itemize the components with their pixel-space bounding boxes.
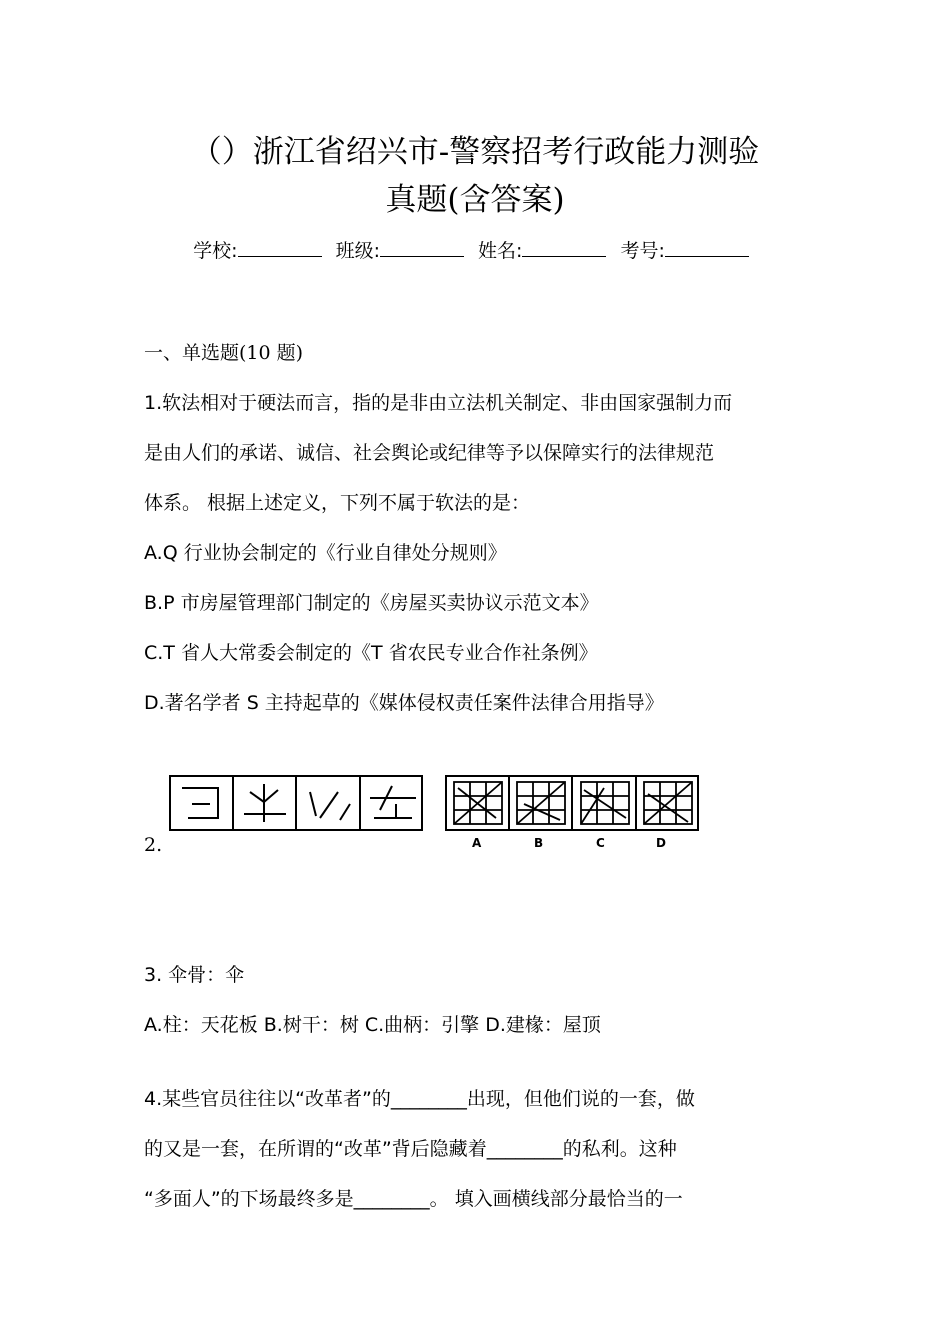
- section-heading: 一、单选题(10 题): [144, 342, 304, 364]
- q2-stem-figures: [168, 774, 424, 832]
- document-title-line1: （）浙江省绍兴市-警察招考行政能力测验: [190, 134, 760, 170]
- q1-stem-line1: 1.软法相对于硬法而言，指的是非由立法机关制定、非由国家强制力而: [144, 392, 733, 414]
- q2-label-b: B: [534, 836, 544, 850]
- q1-stem-line3: 体系。 根据上述定义，下列不属于软法的是：: [144, 492, 531, 514]
- q4-stem-line1: 4.某些官员往往以“改革者”的________出现，但他们说的一套，做: [144, 1088, 695, 1110]
- q1-option-d: D.著名学者 S 主持起草的《媒体侵权责任案件法律合用指导》: [144, 692, 664, 714]
- name-blank: [522, 238, 606, 257]
- name-label: 姓名:: [478, 240, 523, 262]
- student-info-row: [0, 236, 950, 263]
- document-title-line2: 真题(含答案): [385, 182, 565, 218]
- q1-option-b: B.P 市房屋管理部门制定的《房屋买卖协议示范文本》: [144, 592, 599, 614]
- school-label: 学校:: [193, 240, 238, 262]
- q2-number: 2.: [144, 834, 163, 856]
- q2-label-d: D: [656, 836, 666, 850]
- q1-option-c: C.T 省人大常委会制定的《T 省农民专业合作社条例》: [144, 642, 598, 664]
- class-blank: [380, 238, 464, 257]
- q1-stem-line2: 是由人们的承诺、诚信、社会舆论或纪律等予以保障实行的法律规范: [144, 442, 715, 464]
- q2-label-c: C: [596, 836, 605, 850]
- q2-label-a: A: [472, 836, 482, 850]
- q4-stem-line3: “多面人”的下场最终多是________。 填入画横线部分最恰当的一: [144, 1188, 683, 1210]
- q1-option-a: A.Q 行业协会制定的《行业自律处分规则》: [144, 542, 507, 564]
- q4-stem-line2: 的又是一套，在所谓的“改革”背后隐藏着________的私利。这种: [144, 1138, 677, 1160]
- class-label: 班级:: [335, 240, 380, 262]
- q3-options: A.柱：天花板 B.树干：树 C.曲柄：引擎 D.建椽：屋顶: [144, 1014, 601, 1036]
- q2-answer-figures: [444, 774, 700, 832]
- number-blank: [665, 238, 749, 257]
- number-label: 考号:: [620, 240, 665, 262]
- q3-stem: 3. 伞骨：伞: [144, 964, 245, 986]
- school-blank: [238, 238, 322, 257]
